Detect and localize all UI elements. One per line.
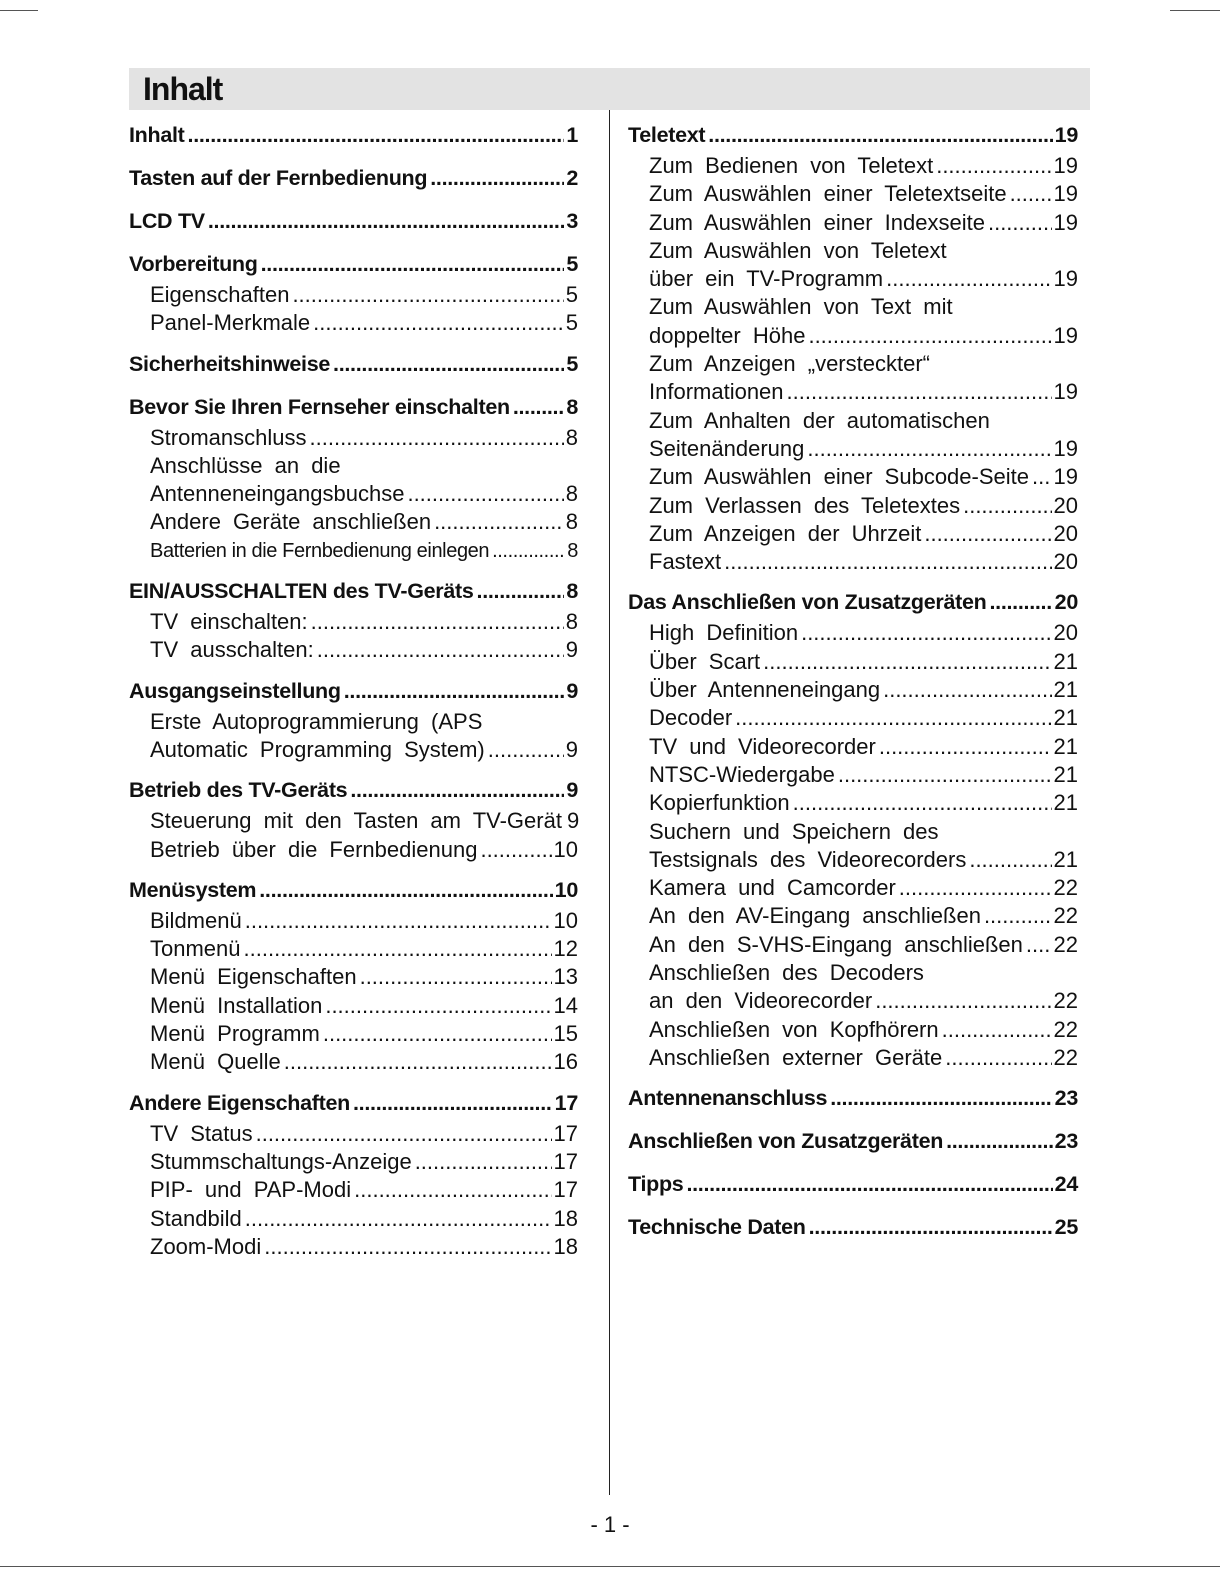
header-bar bbox=[129, 68, 1090, 110]
dot-leader bbox=[801, 619, 1051, 647]
dot-leader bbox=[787, 378, 1052, 406]
dot-leader bbox=[311, 608, 564, 636]
toc-subsection[interactable] bbox=[129, 907, 578, 935]
toc-entry-page: 20 bbox=[1054, 590, 1078, 615]
toc-entry-page: 16 bbox=[553, 1049, 578, 1075]
toc-entry-title: Zum Anzeigen der Uhrzeit bbox=[649, 520, 924, 548]
toc-entry-title: TV und Videorecorder bbox=[649, 733, 879, 761]
toc-entry-title: Anschließen von Kopfhörern bbox=[649, 1016, 942, 1044]
toc-entry-page: 22 bbox=[1053, 1044, 1078, 1070]
toc-entry-page: 5 bbox=[565, 310, 578, 336]
toc-entry-title: Ausgangseinstellung bbox=[129, 675, 344, 708]
dot-leader bbox=[323, 1020, 552, 1048]
dot-leader bbox=[415, 1148, 552, 1176]
toc-column-left bbox=[129, 119, 578, 1261]
toc-subsection[interactable] bbox=[129, 1048, 578, 1076]
toc-entry-page: 21 bbox=[1053, 677, 1078, 703]
dot-leader bbox=[1032, 463, 1052, 491]
toc-entry-page: 25 bbox=[1054, 1215, 1078, 1240]
toc-section[interactable] bbox=[129, 119, 578, 152]
toc-subsection[interactable] bbox=[628, 874, 1078, 902]
dot-leader bbox=[886, 265, 1051, 293]
dot-leader bbox=[963, 492, 1051, 520]
toc-entry-page: 20 bbox=[1053, 520, 1078, 546]
toc-subsection[interactable] bbox=[129, 963, 578, 991]
toc-entry-page: 13 bbox=[553, 964, 578, 990]
toc-entry-title: Stromanschluss bbox=[150, 424, 310, 452]
toc-entry-page: 12 bbox=[553, 936, 578, 962]
toc-entry-title: Zum Auswählen einer Indexseite bbox=[649, 209, 988, 237]
toc-subsection[interactable] bbox=[628, 733, 1078, 761]
toc-entry-title: Betrieb des TV-Geräts bbox=[129, 774, 350, 807]
dot-leader bbox=[188, 119, 565, 152]
toc-subsection[interactable] bbox=[129, 508, 578, 536]
dot-leader bbox=[430, 162, 564, 195]
toc-entry-page: 21 bbox=[1053, 733, 1078, 759]
dot-leader bbox=[945, 1044, 1051, 1072]
toc-entry-title: Vorbereitung bbox=[129, 248, 261, 281]
dot-leader bbox=[477, 575, 565, 608]
toc-section[interactable] bbox=[628, 1168, 1078, 1201]
dot-leader bbox=[686, 1168, 1052, 1201]
toc-section[interactable] bbox=[129, 1087, 578, 1120]
toc-entry-page: 21 bbox=[1053, 648, 1078, 674]
toc-entry-page: 17 bbox=[553, 1177, 578, 1203]
column-divider bbox=[609, 110, 610, 1495]
dot-leader bbox=[284, 1048, 552, 1076]
toc-section[interactable] bbox=[129, 391, 578, 424]
dot-leader bbox=[793, 789, 1052, 817]
dot-leader bbox=[708, 119, 1052, 152]
toc-entry-page: 17 bbox=[553, 1120, 578, 1146]
toc-subsection[interactable] bbox=[628, 435, 1078, 463]
toc-entry-text: Zum Auswählen von Text mit bbox=[649, 294, 953, 320]
toc-entry-title: Menüsystem bbox=[129, 874, 259, 907]
toc-entry-page: 21 bbox=[1053, 790, 1078, 816]
toc-entry-page: 19 bbox=[1053, 266, 1078, 292]
toc-entry-page: 9 bbox=[566, 778, 578, 803]
dot-leader bbox=[244, 935, 552, 963]
toc-subsection[interactable] bbox=[628, 463, 1078, 491]
toc-entry-page: 9 bbox=[566, 808, 580, 834]
toc-section[interactable] bbox=[129, 874, 578, 907]
toc-section[interactable] bbox=[129, 675, 578, 708]
toc-entry-page: 17 bbox=[553, 1148, 578, 1174]
toc-entry-title: Zum Verlassen des Teletextes bbox=[649, 492, 963, 520]
toc-section[interactable] bbox=[129, 205, 578, 238]
toc-entry-title: Anschließen von Zusatzgeräten bbox=[628, 1125, 946, 1158]
dot-leader bbox=[763, 648, 1051, 676]
toc-subsection[interactable] bbox=[628, 789, 1078, 817]
toc-section[interactable] bbox=[628, 586, 1078, 619]
toc-entry-title: Kamera und Camcorder bbox=[649, 874, 899, 902]
toc-subsection[interactable] bbox=[129, 1176, 578, 1204]
toc-entry-page: 3 bbox=[566, 209, 578, 233]
toc-subsection[interactable] bbox=[129, 1020, 578, 1048]
toc-entry-page: 14 bbox=[553, 992, 578, 1018]
toc-subsection[interactable] bbox=[628, 902, 1078, 930]
toc-entry-page: 9 bbox=[565, 736, 578, 762]
toc-entry-page: 21 bbox=[1053, 761, 1078, 787]
dot-leader bbox=[434, 508, 564, 536]
toc-entry-title: über ein TV-Programm bbox=[649, 265, 886, 293]
dot-leader bbox=[354, 1176, 551, 1204]
toc-section[interactable] bbox=[129, 162, 578, 195]
toc-entry-title: Menü Quelle bbox=[150, 1048, 284, 1076]
toc-entry-title: NTSC-Wiedergabe bbox=[649, 761, 838, 789]
toc-entry-title: Batterien in die Fernbedienung einlegen bbox=[150, 537, 492, 565]
dot-leader bbox=[735, 704, 1051, 732]
dot-leader bbox=[261, 248, 565, 281]
toc-entry-page: 19 bbox=[1053, 435, 1078, 461]
toc-subsection[interactable] bbox=[628, 648, 1078, 676]
toc-subsection[interactable] bbox=[129, 424, 578, 452]
toc-entry-title: Über Antenneneingang bbox=[649, 676, 883, 704]
toc-entry-page: 5 bbox=[566, 252, 578, 276]
toc-entry-title: Eigenschaften bbox=[150, 281, 292, 309]
dot-leader bbox=[899, 874, 1052, 902]
toc-entry-title: Panel-Merkmale bbox=[150, 309, 313, 337]
toc-entry-title: Über Scart bbox=[649, 648, 763, 676]
toc-entry-title: Stummschaltungs-Anzeige bbox=[150, 1148, 415, 1176]
toc-subsection[interactable] bbox=[129, 281, 578, 309]
toc-subsection[interactable] bbox=[628, 322, 1078, 350]
toc-entry-page: 8 bbox=[567, 539, 578, 562]
toc-entry-page: 23 bbox=[1054, 1086, 1078, 1111]
toc-entry-title: Menü Programm bbox=[150, 1020, 323, 1048]
toc-entry-title: Technische Daten bbox=[628, 1211, 809, 1244]
dot-leader bbox=[325, 992, 551, 1020]
toc-entry-title: Standbild bbox=[150, 1205, 245, 1233]
toc-entry-page: 22 bbox=[1053, 875, 1078, 901]
toc-entry-title: TV Status bbox=[150, 1120, 256, 1148]
toc-entry-title: Betrieb über die Fernbedienung bbox=[150, 836, 480, 864]
dot-leader bbox=[317, 636, 564, 664]
toc-entry-page: 20 bbox=[1053, 549, 1078, 575]
dot-leader bbox=[480, 836, 551, 864]
toc-subsection[interactable] bbox=[129, 309, 578, 337]
toc-entry-title: Andere Geräte anschließen bbox=[150, 508, 434, 536]
toc-entry-title: Menü Eigenschaften bbox=[150, 963, 360, 991]
toc-entry-text: Suchern und Speichern des bbox=[649, 818, 939, 844]
dot-leader bbox=[344, 675, 565, 708]
dot-leader bbox=[988, 209, 1052, 237]
toc-entry-title: Inhalt bbox=[129, 119, 188, 152]
toc-subsection[interactable] bbox=[628, 378, 1078, 406]
toc-entry-title: Zoom-Modi bbox=[150, 1233, 264, 1261]
dot-leader bbox=[292, 281, 563, 309]
toc-subsection[interactable] bbox=[628, 180, 1078, 208]
toc-subsection[interactable] bbox=[628, 520, 1078, 548]
toc-entry-title: Kopierfunktion bbox=[649, 789, 793, 817]
toc-entry-title: Steuerung mit den Tasten am TV-Gerät bbox=[150, 807, 565, 835]
dot-leader bbox=[492, 537, 565, 565]
toc-entry-text: Erste Autoprogrammierung (APS bbox=[150, 708, 483, 734]
toc-subsection[interactable] bbox=[129, 1233, 578, 1261]
toc-entry-title: Sicherheitshinweise bbox=[129, 348, 333, 381]
toc-entry-text: Anschließen des Decoders bbox=[649, 960, 924, 986]
toc-entry-page: 8 bbox=[565, 509, 578, 535]
toc-section[interactable] bbox=[129, 248, 578, 281]
toc-entry-page: 19 bbox=[1054, 123, 1078, 147]
toc-entry-title: Automatic Programming System) bbox=[150, 736, 488, 764]
dot-leader bbox=[350, 774, 564, 807]
toc-entry-page: 10 bbox=[554, 877, 578, 902]
toc-subsection[interactable] bbox=[628, 761, 1078, 789]
dot-leader bbox=[946, 1125, 1053, 1158]
toc-entry-page: 8 bbox=[565, 609, 578, 635]
dot-leader bbox=[875, 987, 1051, 1015]
toc-subsection[interactable] bbox=[129, 1205, 578, 1233]
toc-entry-title: LCD TV bbox=[129, 205, 208, 238]
toc-subsection[interactable] bbox=[129, 836, 578, 864]
toc-subsection[interactable] bbox=[628, 987, 1078, 1015]
toc-section[interactable] bbox=[129, 774, 578, 807]
toc-entry-title: Anschließen externer Geräte bbox=[649, 1044, 945, 1072]
toc-entry-title: Zum Bedienen von Teletext bbox=[649, 152, 936, 180]
dot-leader bbox=[208, 205, 564, 238]
toc-entry-page: 19 bbox=[1053, 153, 1078, 178]
toc-entry-page: 9 bbox=[565, 637, 578, 663]
dot-leader bbox=[1010, 180, 1052, 208]
dot-leader bbox=[942, 1016, 1052, 1044]
toc-entry-title: Das Anschließen von Zusatzgeräten bbox=[628, 586, 989, 619]
toc-entry-page: 19 bbox=[1053, 379, 1078, 405]
dot-leader bbox=[245, 1205, 552, 1233]
toc-entry-page: 2 bbox=[566, 166, 578, 190]
toc-subsection[interactable] bbox=[129, 992, 578, 1020]
toc-entry-page: 15 bbox=[553, 1021, 578, 1047]
toc-subsection[interactable] bbox=[129, 636, 578, 664]
toc-column-right bbox=[628, 119, 1078, 1244]
toc-subsection[interactable] bbox=[628, 619, 1078, 647]
toc-entry-text: Zum Anhalten der automatischen bbox=[649, 407, 990, 433]
dot-leader bbox=[245, 907, 552, 935]
dot-leader bbox=[333, 348, 564, 381]
toc-entry-title: TV ausschalten: bbox=[150, 636, 317, 664]
toc-entry-title: EIN/AUSSCHALTEN des TV-Geräts bbox=[129, 575, 477, 608]
toc-entry-title: Bildmenü bbox=[150, 907, 245, 935]
toc-entry-page: 10 bbox=[553, 836, 578, 862]
dot-leader bbox=[264, 1233, 551, 1261]
toc-section[interactable] bbox=[129, 348, 578, 381]
dot-leader bbox=[969, 846, 1051, 874]
toc-entry-page: 21 bbox=[1053, 705, 1078, 731]
toc-subsection[interactable] bbox=[628, 209, 1078, 237]
toc-entry-title: Tipps bbox=[628, 1168, 686, 1201]
toc-subsection[interactable] bbox=[129, 807, 578, 835]
toc-entry-title: Seitenänderung bbox=[649, 435, 807, 463]
dot-leader bbox=[259, 874, 552, 907]
toc-entry-title: Testsignals des Videorecorders bbox=[649, 846, 969, 874]
toc-entry-text: Anschlüsse an die bbox=[150, 452, 341, 478]
toc-entry-page: 5 bbox=[565, 282, 578, 307]
crop-mark-top-left bbox=[0, 10, 38, 11]
toc-entry-page: 18 bbox=[553, 1233, 578, 1259]
toc-entry-page: 19 bbox=[1053, 209, 1078, 235]
toc-section[interactable] bbox=[129, 575, 578, 608]
page-number: - 1 - bbox=[590, 1512, 630, 1537]
toc-entry-title: Informationen bbox=[649, 378, 787, 406]
dot-leader bbox=[310, 424, 564, 452]
toc-entry-page: 5 bbox=[566, 351, 578, 376]
toc-subsection[interactable] bbox=[628, 1044, 1078, 1072]
toc-entry-page: 22 bbox=[1053, 931, 1078, 957]
page-title: Inhalt bbox=[143, 71, 223, 107]
toc-entry-page: 21 bbox=[1053, 846, 1078, 872]
dot-leader bbox=[830, 1082, 1052, 1115]
toc-entry-page: 22 bbox=[1053, 988, 1078, 1014]
toc-entry-title: Zum Auswählen einer Subcode-Seite bbox=[649, 463, 1032, 491]
dot-leader bbox=[924, 520, 1051, 548]
toc-entry-title: Antennenanschluss bbox=[628, 1082, 830, 1115]
dot-leader bbox=[883, 676, 1051, 704]
toc-entry-title: An den AV-Eingang anschließen bbox=[649, 902, 984, 930]
toc-subsection[interactable] bbox=[628, 265, 1078, 293]
toc-entry-page: 20 bbox=[1053, 492, 1078, 518]
toc-subsection[interactable] bbox=[129, 736, 578, 764]
dot-leader bbox=[936, 152, 1051, 180]
dot-leader bbox=[838, 761, 1052, 789]
toc-entry-page: 19 bbox=[1053, 464, 1078, 490]
toc-subsection[interactable] bbox=[129, 1120, 578, 1148]
dot-leader bbox=[513, 391, 565, 424]
dot-leader bbox=[1026, 931, 1052, 959]
dot-leader bbox=[256, 1120, 552, 1148]
toc-entry-page: 19 bbox=[1053, 181, 1078, 207]
toc-entry-title: Zum Auswählen einer Teletextseite bbox=[649, 180, 1010, 208]
dot-leader bbox=[353, 1087, 553, 1120]
toc-section[interactable] bbox=[628, 1125, 1078, 1158]
toc-subsection[interactable] bbox=[129, 1148, 578, 1176]
toc-subsection[interactable] bbox=[628, 846, 1078, 874]
toc-entry-title: High Definition bbox=[649, 619, 801, 647]
toc-entry-title: Andere Eigenschaften bbox=[129, 1087, 353, 1120]
crop-mark-top-right bbox=[1170, 10, 1220, 11]
toc-entry-page: 18 bbox=[553, 1205, 578, 1231]
toc-entry-text: Zum Anzeigen „versteckter“ bbox=[649, 351, 930, 377]
toc-entry-text: Zum Auswählen von Teletext bbox=[649, 237, 947, 263]
dot-leader bbox=[879, 733, 1052, 761]
toc-entry-title: Menü Installation bbox=[150, 992, 325, 1020]
dot-leader bbox=[313, 309, 564, 337]
dot-leader bbox=[407, 480, 563, 508]
toc-entry-title: TV einschalten: bbox=[150, 608, 311, 636]
toc-subsection[interactable] bbox=[129, 935, 578, 963]
toc-subsection[interactable] bbox=[129, 537, 578, 565]
toc-entry-page: 8 bbox=[565, 481, 578, 507]
toc-section[interactable] bbox=[628, 1082, 1078, 1115]
toc-subsection[interactable] bbox=[628, 548, 1078, 576]
toc-subsection[interactable] bbox=[628, 492, 1078, 520]
toc-entry-title: PIP- und PAP-Modi bbox=[150, 1176, 354, 1204]
toc-entry-title: Fastext bbox=[649, 548, 724, 576]
toc-entry-page: 22 bbox=[1053, 1016, 1078, 1042]
toc-entry-title: an den Videorecorder bbox=[649, 987, 875, 1015]
toc-entry-page: 23 bbox=[1054, 1129, 1078, 1154]
toc-subsection[interactable] bbox=[628, 704, 1078, 732]
toc-entry-page: 10 bbox=[553, 907, 578, 933]
toc-entry-page: 8 bbox=[565, 424, 578, 450]
toc-entry-title: Tonmenü bbox=[150, 935, 244, 963]
toc-entry-page: 20 bbox=[1053, 620, 1078, 646]
dot-leader bbox=[807, 435, 1051, 463]
toc-subsection[interactable] bbox=[129, 608, 578, 636]
dot-leader bbox=[989, 586, 1052, 619]
crop-mark-bottom bbox=[0, 1566, 1220, 1567]
toc-entry-title: Antenneneingangsbuchse bbox=[150, 480, 407, 508]
toc-entry-title: doppelter Höhe bbox=[649, 322, 808, 350]
toc-entry-page: 9 bbox=[566, 678, 578, 703]
toc-section[interactable] bbox=[628, 119, 1078, 152]
toc-entry-page: 1 bbox=[566, 123, 578, 147]
dot-leader bbox=[808, 322, 1051, 350]
dot-leader bbox=[488, 736, 564, 764]
dot-leader bbox=[984, 902, 1052, 930]
dot-leader bbox=[724, 548, 1051, 576]
toc-entry-title: Teletext bbox=[628, 119, 708, 152]
toc-section[interactable] bbox=[628, 1211, 1078, 1244]
toc-entry-page: 22 bbox=[1053, 903, 1078, 929]
toc-subsection[interactable] bbox=[129, 480, 578, 508]
toc-entry-page: 8 bbox=[566, 394, 578, 419]
toc-entry-page: 17 bbox=[554, 1090, 578, 1115]
toc-entry-title: Decoder bbox=[649, 704, 735, 732]
toc-entry-title: Tasten auf der Fernbedienung bbox=[129, 162, 430, 195]
toc-entry-page: 24 bbox=[1054, 1172, 1078, 1197]
toc-subsection[interactable] bbox=[628, 676, 1078, 704]
toc-entry-title: Bevor Sie Ihren Fernseher einschalten bbox=[129, 391, 513, 424]
dot-leader bbox=[360, 963, 552, 991]
toc-subsection[interactable] bbox=[628, 931, 1078, 959]
toc-entry-page: 19 bbox=[1053, 322, 1078, 348]
toc-subsection[interactable] bbox=[628, 1016, 1078, 1044]
toc-entry-title: An den S-VHS-Eingang anschließen bbox=[649, 931, 1026, 959]
toc-subsection[interactable] bbox=[628, 152, 1078, 180]
dot-leader bbox=[809, 1211, 1053, 1244]
toc-entry-page: 8 bbox=[566, 579, 578, 604]
